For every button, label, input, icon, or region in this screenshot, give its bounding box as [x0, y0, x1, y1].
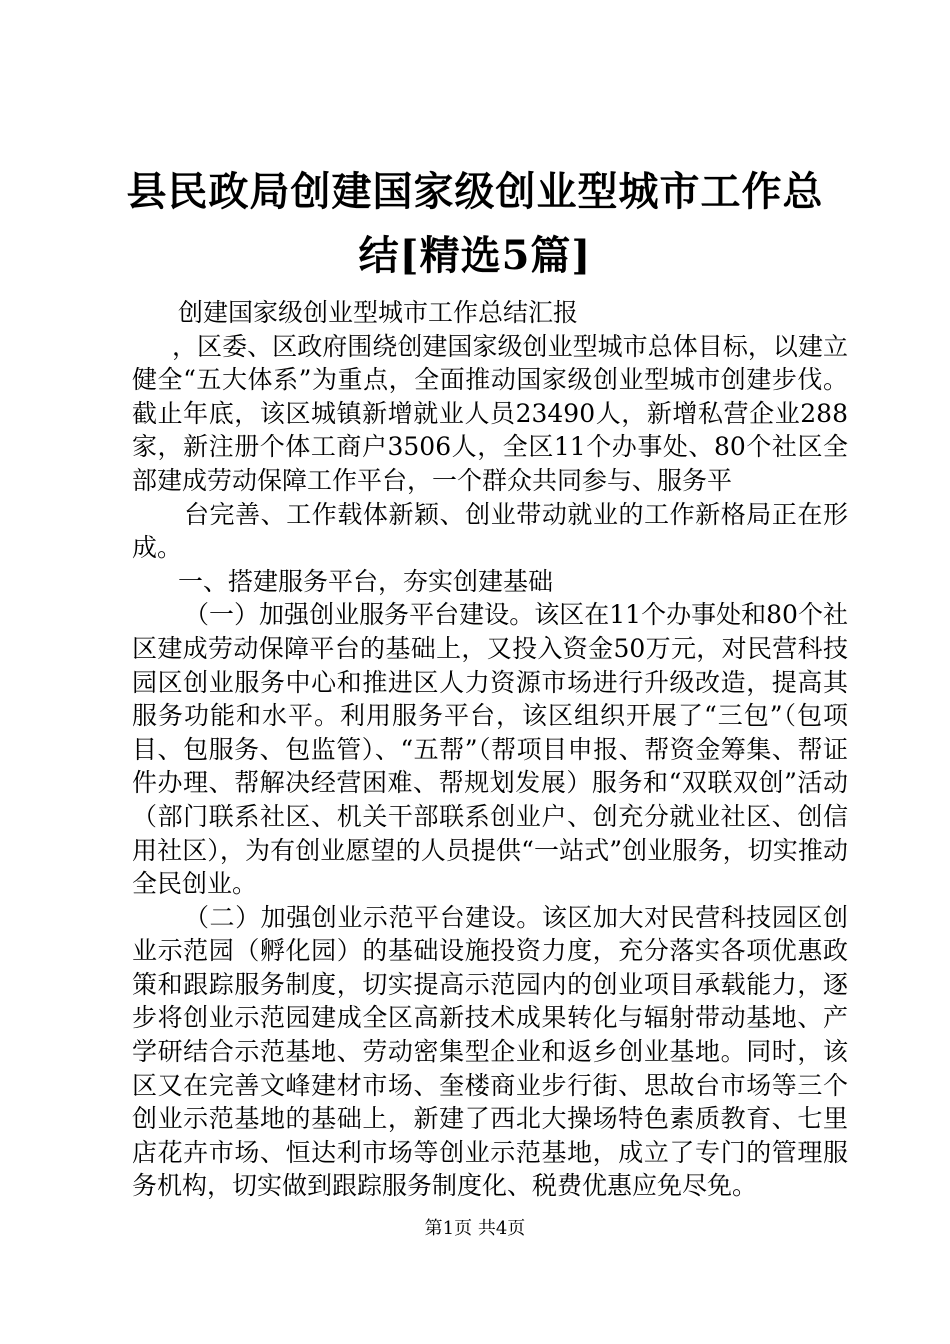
- page-footer: 第1页 共4页: [424, 1218, 526, 1239]
- intro-continuation: 台完善、工作载体新颖、创业带动就业的工作新格局正在形成。: [132, 499, 848, 563]
- report-heading: 创建国家级创业型城市工作总结汇报: [178, 298, 579, 327]
- subsection-1-paragraph: （一）加强创业服务平台建设。该区在11个办事处和80个社区建成劳动保障平台的基础上，又投入资金50万元，对民营科技园区创业服务中心和推进区人力资源市场进行升级改造，提高其服务功能和水平。利用服务平台，该区组织开展了“三包”（包项目、包服务、包监管）、“五帮”（帮项目申报、帮资金筹集、帮证件办理、帮解决经营困难、帮规划发展）服务和“双联双创”活动（部门联系社区、机关干部联系创业户、创充分就业社区、创信用社区），为有创业愿望的人员提供“一站式”创业服务，切实推动全民创业。: [132, 600, 848, 899]
- section-heading-1: 一、搭建服务平台，夯实创建基础: [178, 566, 554, 596]
- intro-paragraph: ，区委、区政府围绕创建国家级创业型城市总体目标，以建立健全“五大体系”为重点，全面推动国家级创业型城市创建步伐。截止年底，该区城镇新增就业人员23490人，新增私营企业288家，新注册个体工商户3506人，全区11个办事处、80个社区全部建成劳动保障工作平台，一个群众共同参与、服务平: [132, 331, 848, 495]
- document-body: [132, 296, 848, 1203]
- document-title: 县民政局创建国家级创业型城市工作总结[精选5篇]: [126, 168, 824, 279]
- subsection-2-paragraph: （二）加强创业示范平台建设。该区加大对民营科技园区创业示范园（孵化园）的基础设施投资力度，充分落实各项优惠政策和跟踪服务制度，切实提高示范园内的创业项目承载能力，逐步将创业示范园建成全区高新技术成果转化与辐射带动基地、产学研结合示范基地、劳动密集型企业和返乡创业基地。同时，该区又在完善文峰建材市场、奎楼商业步行街、思故台市场等三个创业示范基地的基础上，新建了西北大操场特色素质教育、七里店花卉市场、恒达利市场等创业示范基地，成立了专门的管理服务机构，切实做到跟踪服务制度化、税费优惠应免尽免。: [132, 902, 848, 1201]
